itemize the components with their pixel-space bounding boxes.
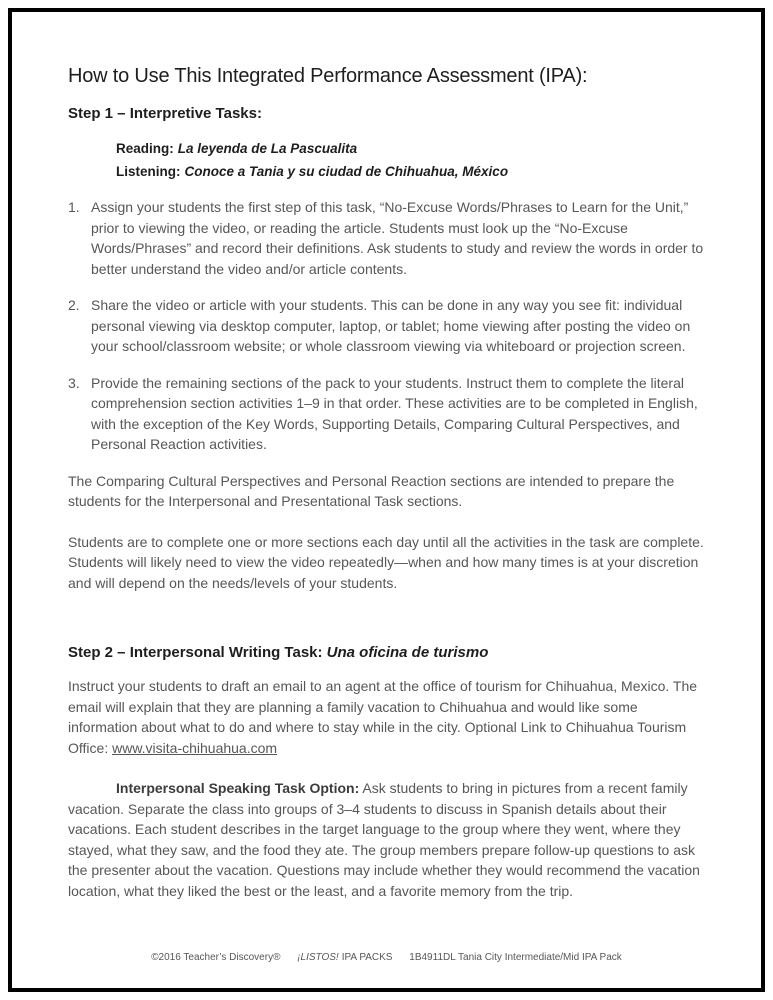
footer-series — [297, 952, 392, 963]
footer-copyright: ©2016 Teacher’s Discovery® — [151, 952, 281, 963]
step2-heading-text: Step 2 – Interpersonal Writing Task: — [68, 644, 327, 661]
instruction-text: Assign your students the first step of this task, “No-Excuse Words/Phrases to Learn for the Unit,” prior to viewing the video, or reading the article. Students must look up the “No-Excuse Words/Phrases” and record their definitions. Ask students to study and review the words in order to better understand the video and/or article contents. — [91, 199, 704, 277]
speaking-option-paragraph — [68, 778, 705, 901]
step2-intro-text: Instruct your students to draft an email to an agent at the office of tourism for Chihuahua, Mexico. The email will explain that they are planning a family vacation to Chihuahua and would like some information about what to do and where to stay while in the city. Optional Link to Chihuahua Tourism Office: — [68, 678, 698, 756]
tourism-office-link[interactable]: www.visita-chihuahua.com — [112, 739, 278, 756]
interpretive-task-list — [68, 137, 705, 183]
instruction-number: 3. — [68, 374, 80, 391]
step2-heading-subtitle: Una oficina de turismo — [326, 644, 489, 661]
reading-label: Reading: — [116, 141, 174, 156]
speaking-option-label: Interpersonal Speaking Task Option: — [116, 780, 360, 796]
listening-title: Conoce a Tania y su ciudad de Chihuahua, México — [184, 164, 509, 179]
step2-section — [68, 643, 705, 901]
instruction-text: Provide the remaining sections of the pack to your students. Instruct them to complete the literal comprehension section activities 1–9 in that order. These activities are to be completed in English, with the exception of the Key Words, Supporting Details, Comparing Cultural Perspectives, and Personal Reaction activities. — [91, 374, 698, 452]
instruction-number: 1. — [68, 199, 80, 215]
document-page — [8, 8, 765, 992]
page-title: How to Use This Integrated Performance Assessment (IPA): — [68, 65, 588, 87]
step1-heading: Step 1 – Interpretive Tasks: — [68, 105, 262, 122]
step1-section — [68, 104, 705, 593]
instruction-item-2 — [68, 295, 705, 357]
page-content — [12, 12, 761, 901]
footer-series-title: ¡LISTOS! — [297, 952, 339, 963]
footer-series-suffix: IPA PACKS — [341, 952, 393, 963]
step2-intro-paragraph — [68, 676, 705, 758]
step1-paragraph-2: Students are to complete one or more sections each day until all the activities in the task are complete. Students will likely need to view the video repeatedly—when and how many times is at your discretion and will depend on the needs/levels of your students. — [68, 533, 704, 591]
speaking-option-text: Ask students to bring in pictures from a recent family vacation. Separate the class into groups of 3–4 students to discuss in Spanish details about their vacations. Each student describes in the target language to the group where they went, where they stayed, what they saw, and the food they ate. The group members prepare follow-up questions to ask the presenter about the vacation. Questions may include whether they would recommend the vacation location, what they liked the best or the least, and a favorite memory from the trip. — [68, 780, 700, 899]
page-footer — [12, 951, 761, 964]
listening-task-line — [116, 160, 705, 183]
step2-heading — [68, 643, 705, 663]
instruction-item-1 — [68, 197, 705, 279]
reading-task-line — [116, 137, 705, 160]
instruction-text: Share the video or article with your students. This can be done in any way you see fit: individual personal viewing via desktop computer, laptop, or tablet; home viewing after posting the video on your school/classroom website; or whole classroom viewing via whiteboard or projection screen. — [91, 297, 691, 354]
footer-product-code: 1B4911DL Tania City Intermediate/Mid IPA Pack — [409, 952, 622, 963]
step1-paragraph-1: The Comparing Cultural Perspectives and Personal Reaction sections are intended to prepare the students for the Interpersonal and Presentational Task sections. — [68, 472, 675, 509]
listening-label: Listening: — [116, 164, 181, 179]
instruction-number: 2. — [68, 297, 80, 313]
instruction-item-3 — [68, 373, 705, 455]
reading-title: La leyenda de La Pascualita — [177, 141, 358, 156]
